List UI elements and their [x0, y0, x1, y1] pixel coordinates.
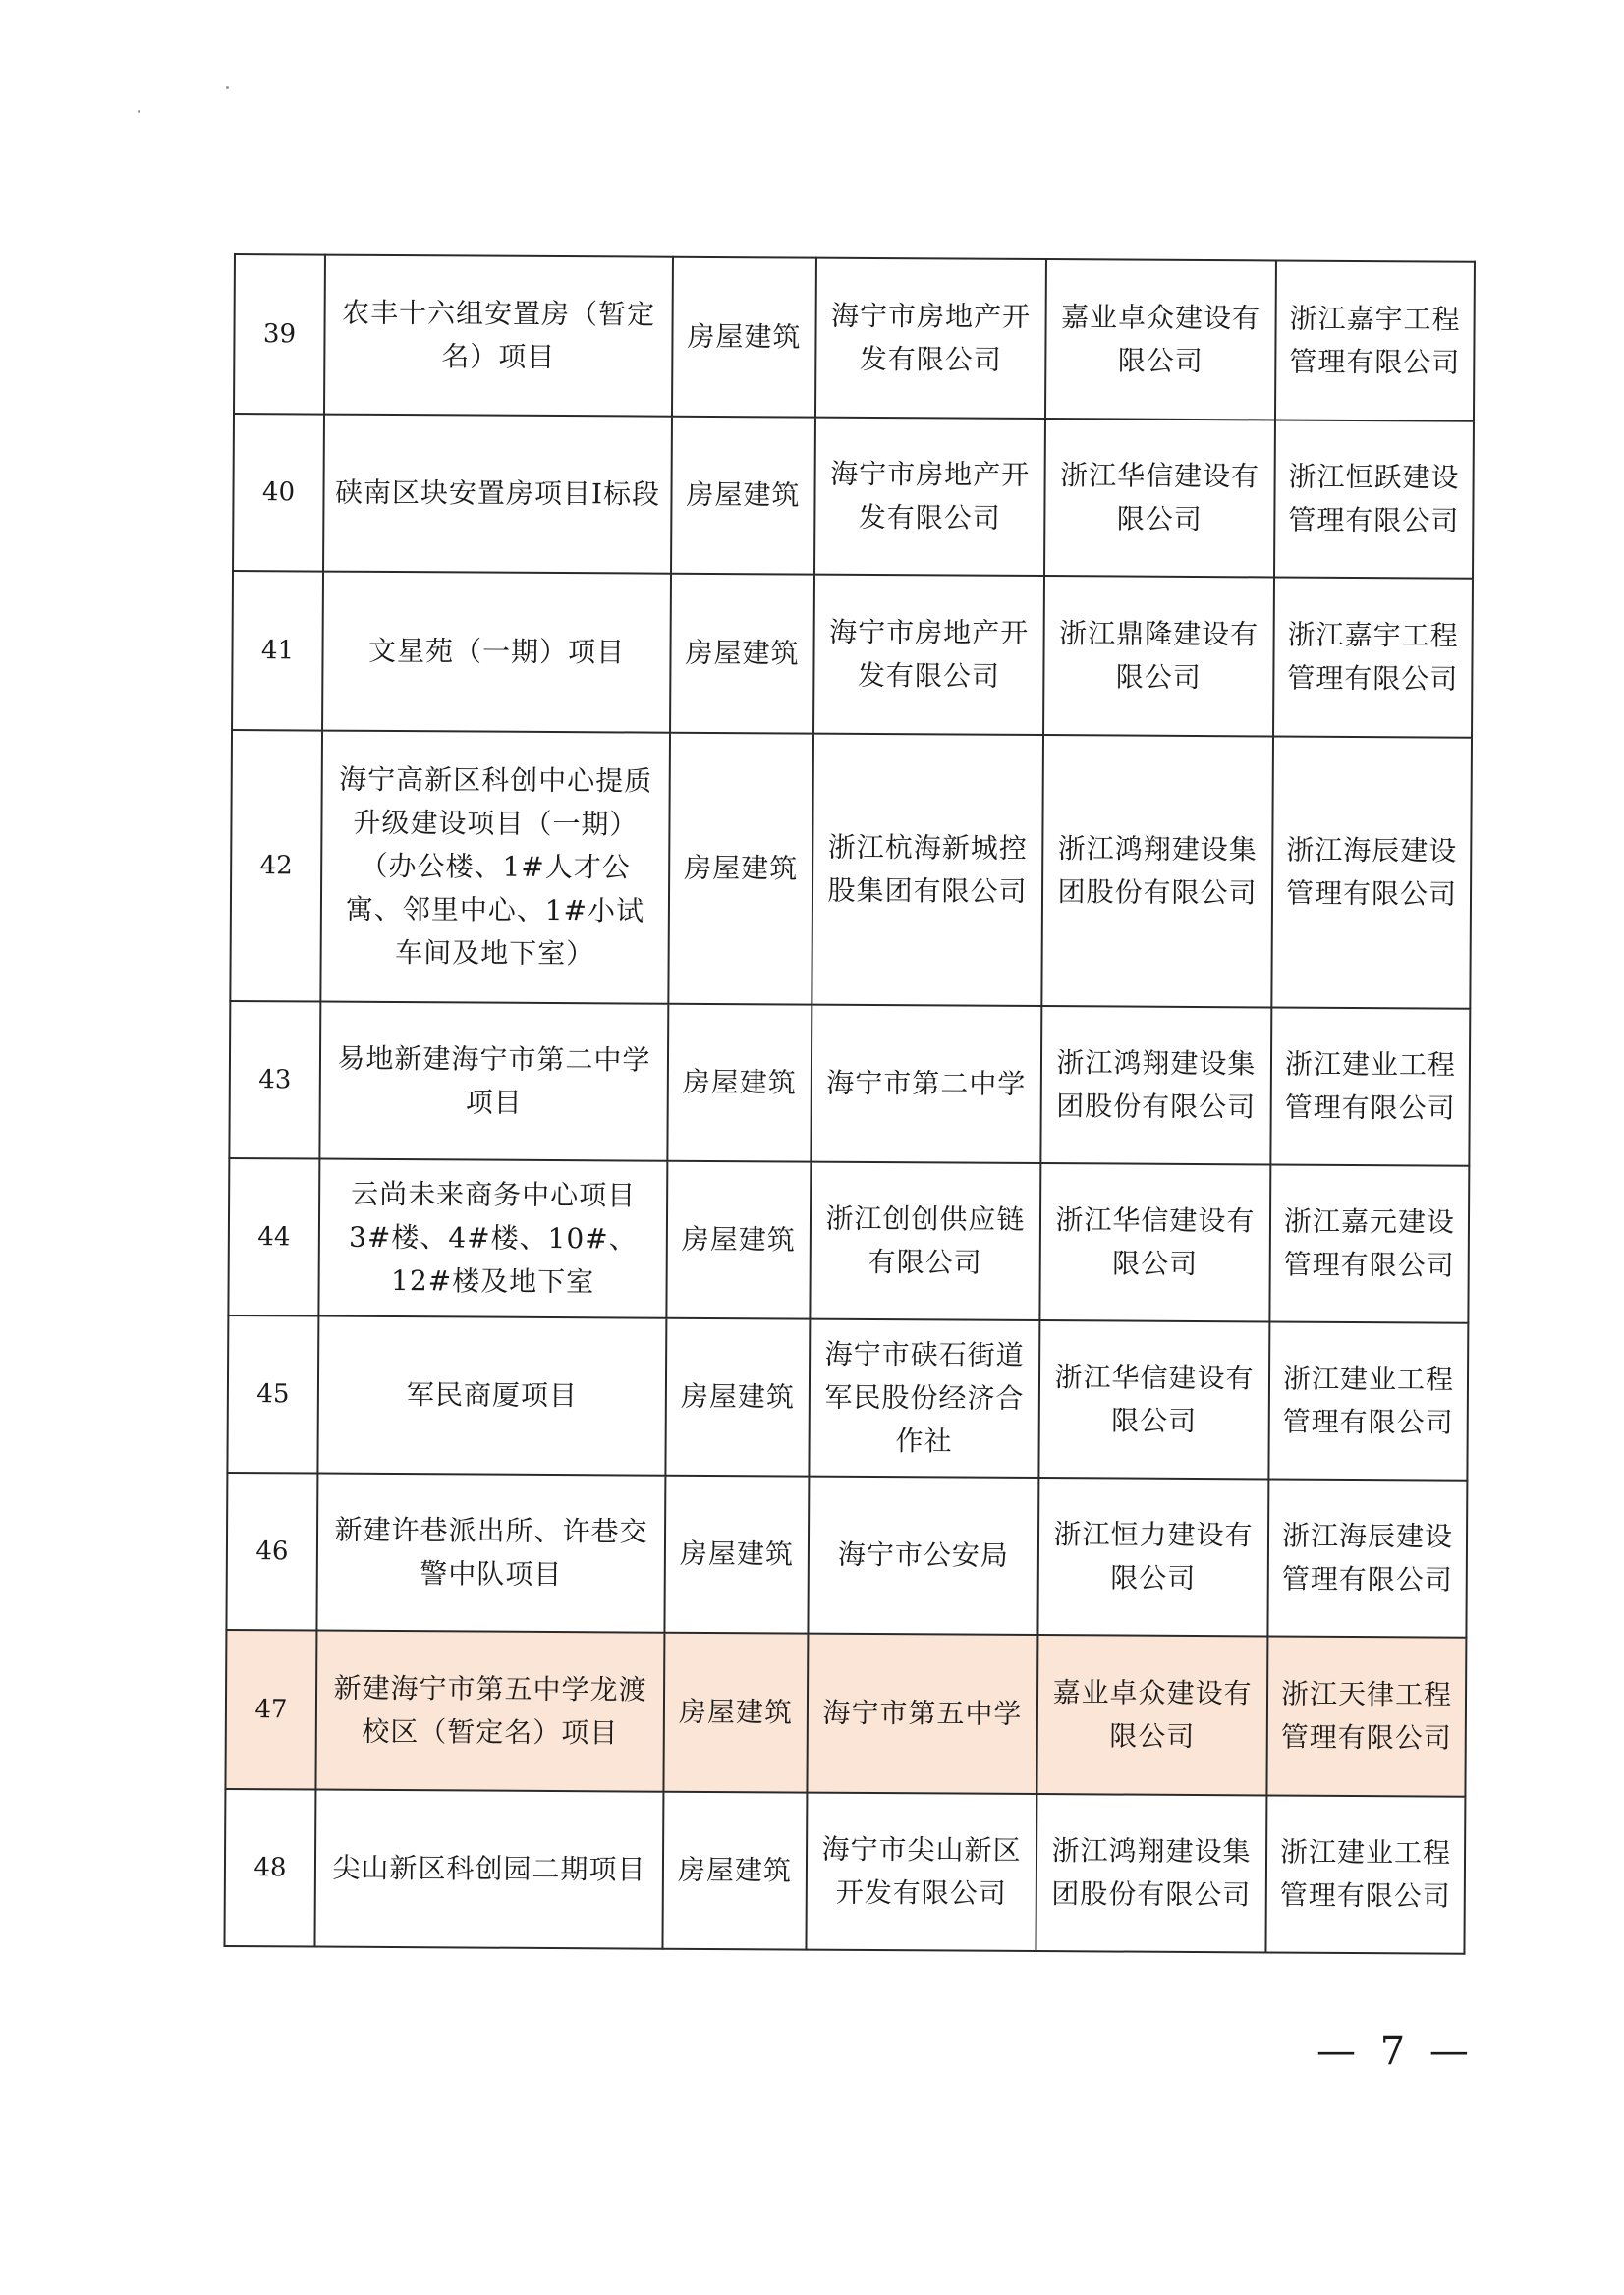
- cell-supervisor: 浙江海辰建设管理有限公司: [1267, 1479, 1467, 1637]
- cell-no: 48: [224, 1789, 315, 1947]
- cell-supervisor: 浙江恒跃建设管理有限公司: [1274, 420, 1474, 578]
- scan-speck: [226, 86, 229, 89]
- table-row: [234, 254, 1475, 421]
- table-row: [233, 414, 1474, 579]
- project-table: [223, 253, 1476, 1955]
- cell-no: 45: [227, 1315, 318, 1474]
- table-row: [229, 1001, 1470, 1166]
- cell-supervisor: 浙江海辰建设管理有限公司: [1271, 736, 1472, 1008]
- cell-type: 房屋建筑: [665, 1318, 810, 1477]
- table-row: [227, 1315, 1468, 1481]
- cell-no: 41: [232, 571, 323, 731]
- scan-speck: [138, 110, 140, 113]
- cell-no: 46: [226, 1473, 317, 1631]
- cell-no: 40: [233, 414, 324, 572]
- cell-name: 农丰十六组安置房（暂定名）项目: [324, 255, 673, 417]
- cell-supervisor: 浙江建业工程管理有限公司: [1268, 1321, 1468, 1480]
- cell-name: 新建许巷派出所、许巷交警中队项目: [316, 1474, 665, 1633]
- cell-contractor: 浙江恒力建设有限公司: [1037, 1478, 1268, 1636]
- table-row: [232, 571, 1473, 738]
- cell-name: 文星苑（一期）项目: [322, 572, 671, 733]
- cell-contractor: 浙江华信建设有限公司: [1044, 419, 1275, 577]
- cell-supervisor: 浙江嘉宇工程管理有限公司: [1275, 260, 1475, 420]
- cell-owner: 海宁市房地产开发有限公司: [814, 418, 1045, 576]
- cell-supervisor: 浙江嘉元建设管理有限公司: [1269, 1164, 1469, 1322]
- cell-name: 尖山新区科创园二期项目: [314, 1790, 663, 1949]
- cell-owner: 海宁市尖山新区开发有限公司: [806, 1793, 1036, 1951]
- cell-owner: 海宁市公安局: [808, 1477, 1038, 1635]
- cell-no: 39: [234, 254, 325, 415]
- cell-no: 43: [229, 1001, 320, 1159]
- cell-name: 海宁高新区科创中心提质升级建设项目（一期）（办公楼、1#人才公寓、邻里中心、1#小试车间及地下室）: [320, 731, 670, 1004]
- cell-name: 易地新建海宁市第二中学项目: [319, 1002, 668, 1161]
- cell-name: 云尚未来商务中心项目3#楼、4#楼、10#、12#楼及地下室: [318, 1159, 667, 1318]
- cell-owner: 海宁市房地产开发有限公司: [815, 258, 1046, 419]
- cell-type: 房屋建筑: [663, 1633, 808, 1793]
- cell-type: 房屋建筑: [670, 574, 814, 734]
- cell-no: 47: [225, 1630, 316, 1790]
- cell-contractor: 嘉业卓众建设有限公司: [1045, 259, 1276, 420]
- cell-contractor: 浙江鸿翔建设集团股份有限公司: [1040, 1006, 1271, 1164]
- cell-no: 42: [230, 730, 322, 1002]
- table-row: [230, 730, 1472, 1009]
- cell-contractor: 浙江华信建设有限公司: [1038, 1320, 1269, 1479]
- cell-supervisor: 浙江天律工程管理有限公司: [1266, 1636, 1466, 1796]
- cell-supervisor: 浙江嘉宇工程管理有限公司: [1273, 577, 1473, 737]
- cell-type: 房屋建筑: [671, 417, 815, 575]
- cell-type: 房屋建筑: [666, 1161, 811, 1319]
- cell-name: 硖南区块安置房项目Ⅰ标段: [323, 415, 672, 574]
- cell-contractor: 嘉业卓众建设有限公司: [1036, 1635, 1267, 1795]
- cell-contractor: 浙江鸿翔建设集团股份有限公司: [1041, 735, 1273, 1007]
- cell-owner: 浙江杭海新城控股集团有限公司: [812, 734, 1043, 1006]
- cell-name: 军民商厦项目: [317, 1316, 666, 1476]
- cell-name: 新建海宁市第五中学龙渡校区（暂定名）项目: [315, 1631, 664, 1792]
- cell-type: 房屋建筑: [667, 1004, 812, 1162]
- cell-supervisor: 浙江建业工程管理有限公司: [1265, 1795, 1465, 1953]
- cell-contractor: 浙江华信建设有限公司: [1039, 1163, 1270, 1321]
- project-table-container: [223, 253, 1474, 1955]
- table-row: [225, 1630, 1466, 1797]
- cell-no: 44: [228, 1158, 319, 1316]
- page-number: — 7 —: [1316, 2029, 1475, 2074]
- table-row: [226, 1473, 1467, 1638]
- cell-type: 房屋建筑: [668, 733, 813, 1005]
- cell-owner: 海宁市第二中学: [811, 1005, 1041, 1163]
- cell-supervisor: 浙江建业工程管理有限公司: [1270, 1007, 1470, 1165]
- cell-contractor: 浙江鼎隆建设有限公司: [1043, 576, 1274, 736]
- cell-type: 房屋建筑: [664, 1476, 809, 1634]
- table-row: [224, 1789, 1465, 1954]
- table-row: [228, 1158, 1469, 1323]
- cell-owner: 海宁市硖石街道军民股份经济合作社: [809, 1319, 1039, 1478]
- cell-contractor: 浙江鸿翔建设集团股份有限公司: [1036, 1794, 1266, 1952]
- project-table-body: [224, 254, 1474, 1954]
- cell-owner: 浙江创创供应链有限公司: [810, 1162, 1040, 1320]
- cell-type: 房屋建筑: [662, 1792, 807, 1950]
- cell-type: 房屋建筑: [672, 257, 816, 418]
- cell-owner: 海宁市房地产开发有限公司: [813, 575, 1044, 735]
- cell-owner: 海宁市第五中学: [807, 1634, 1037, 1794]
